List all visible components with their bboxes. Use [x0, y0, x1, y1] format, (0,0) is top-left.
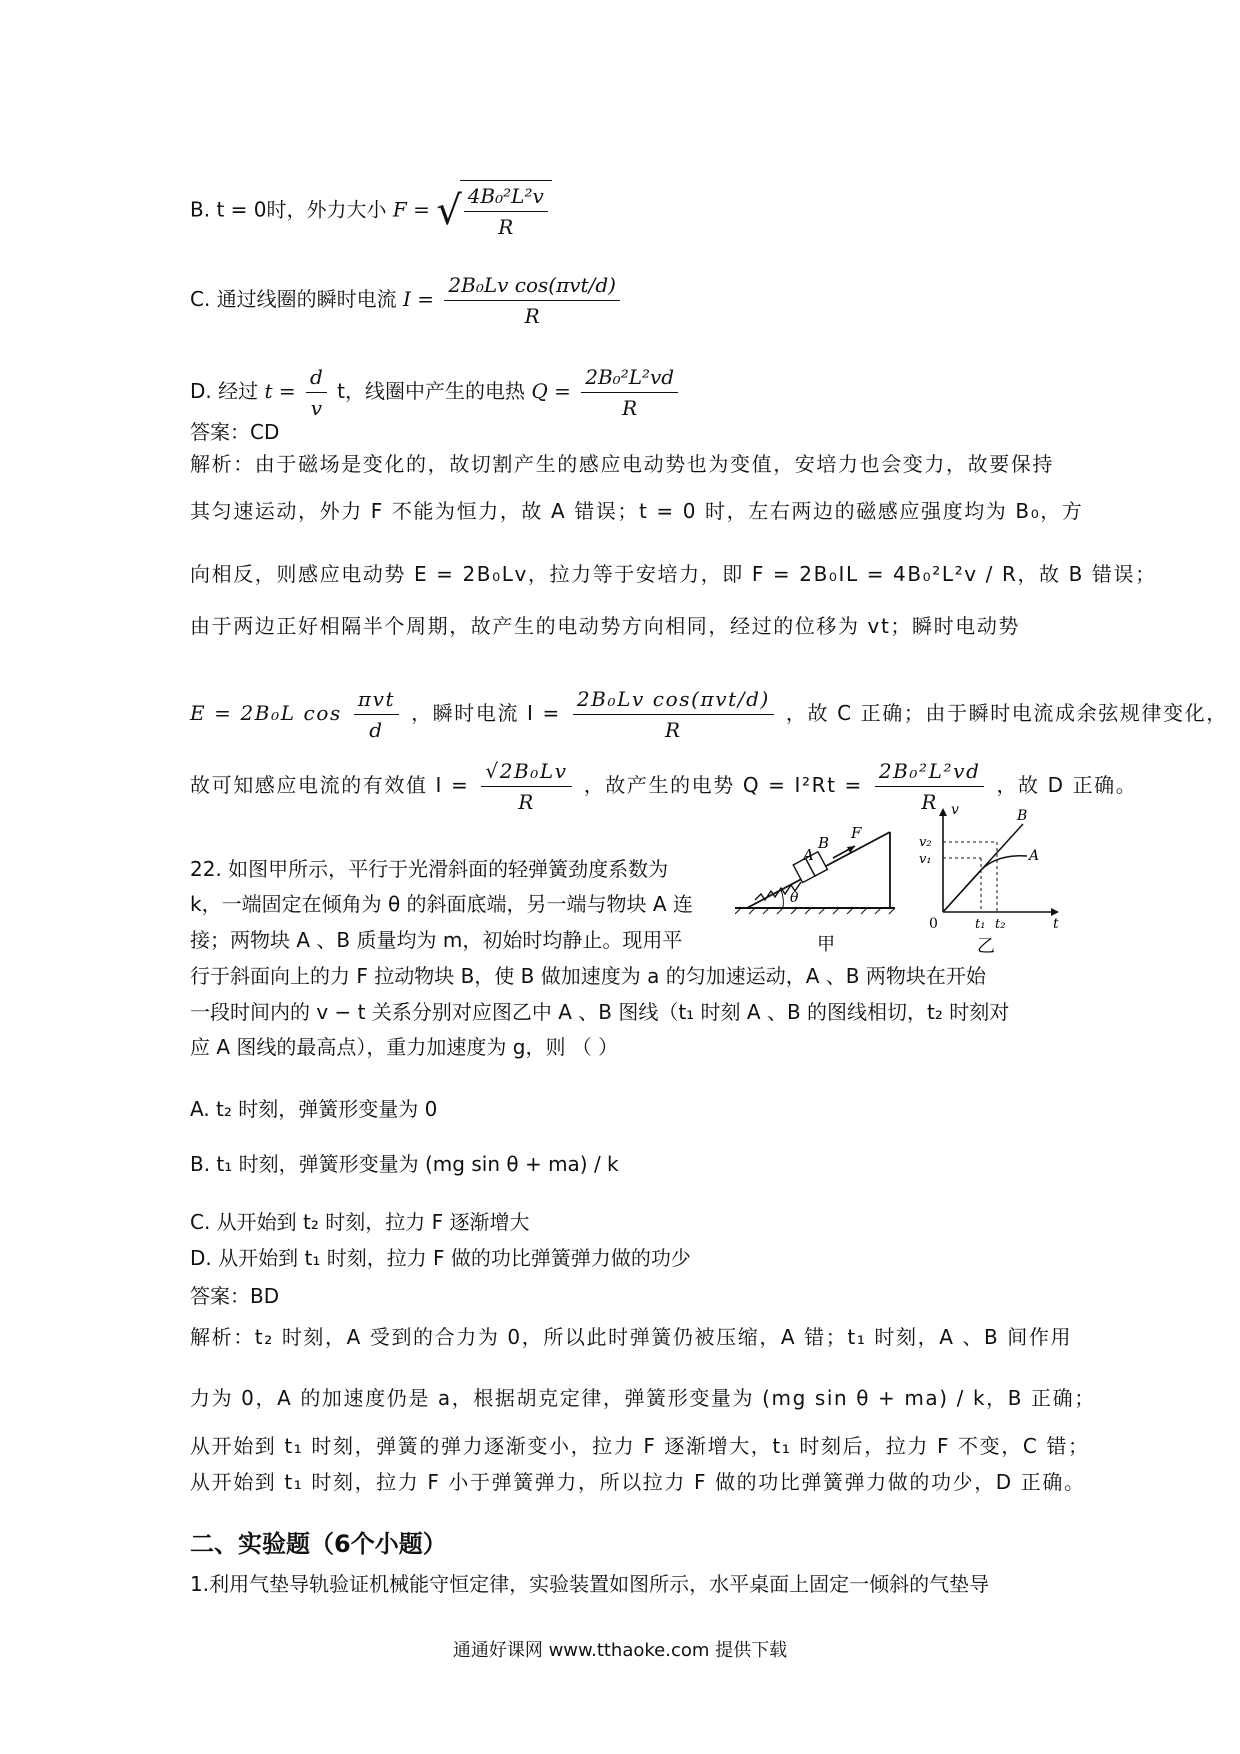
option-d-q-denominator: R [622, 396, 638, 420]
q22-stem-line2: k，一端固定在倾角为 θ 的斜面底端，另一端与物块 A 连 [190, 892, 693, 916]
yi-label-t2: t₂ [995, 917, 1006, 932]
yi-label-t1: t₁ [975, 917, 986, 932]
section2-question1: 1.利用气垫导轨验证机械能守恒定律，实验装置如图所示，水平桌面上固定一倾斜的气垫导 [190, 1572, 990, 1596]
yi-label-v: v [951, 802, 959, 818]
curve-a [943, 856, 1027, 912]
q21-answer: 答案：CD [190, 420, 280, 444]
q21-explanation-line1: 解析：由于磁场是变化的，故切割产生的感应电动势也为变值，安培力也会变力，故要保持 [190, 452, 1054, 476]
option-d-t-denominator: v [310, 396, 323, 420]
figure-jia-incline [735, 820, 910, 960]
option-d-q-fraction [581, 362, 678, 423]
option-b-numerator: 4B₀²L²v [464, 181, 548, 212]
q21-option-d [190, 362, 682, 423]
option-c-denominator: R [524, 304, 540, 328]
rms-label: 故可知感应电流的有效值 I = [190, 773, 470, 797]
yi-label-a: A [1029, 848, 1040, 864]
emf-formula: E = 2B₀L cos [190, 701, 342, 725]
q21-explanation-line2: 其匀速运动，外力 F 不能为恒力，故 A 错误；t = 0 时，左右两边的磁感应强度均为 B₀，方 [190, 499, 1084, 523]
option-d-text2: t，线圈中产生的电热 [337, 379, 532, 403]
explanation-line5-tail: ，故 C 正确；由于瞬时电流成余弦规律变化， [785, 701, 1228, 725]
option-c-fraction [444, 270, 620, 331]
emf-denominator: d [369, 718, 384, 742]
jia-label-theta: θ [790, 890, 799, 906]
emf-fraction [354, 684, 399, 745]
q22-explanation-line4: 从开始到 t₁ 时刻，拉力 F 小于弹簧弹力，所以拉力 F 做的功比弹簧弹力做的功少，D 正确。 [190, 1470, 1086, 1494]
yi-label-origin: 0 [929, 916, 938, 932]
yi-caption: 乙 [977, 936, 995, 957]
q21-option-b [190, 180, 552, 242]
q22-option-d: D. 从开始到 t₁ 时刻，拉力 F 做的功比弹簧弹力做的功少 [190, 1246, 691, 1270]
option-b-text: t = 0时，外力大小 [216, 197, 393, 222]
option-b-prefix: B. [190, 197, 217, 222]
page-footer: 通通好课网 www.tthaoke.com 提供下载 [452, 1640, 788, 1661]
heat-label: ，故产生的电势 Q = I²Rt = [583, 773, 863, 797]
q22-option-c: C. 从开始到 t₂ 时刻，拉力 F 逐渐增大 [190, 1210, 530, 1234]
q21-explanation-line5 [190, 684, 1228, 745]
q22-answer: 答案：BD [190, 1284, 280, 1308]
option-d-t-lhs: t = [264, 379, 296, 403]
heat-denominator: R [921, 790, 938, 814]
current-label: ，瞬时电流 I = [411, 701, 561, 725]
jia-caption: 甲 [817, 934, 835, 955]
option-d-t-numerator: d [306, 362, 327, 393]
jia-label-b: B [818, 834, 830, 852]
current-denominator: R [665, 718, 682, 742]
yi-label-b: B [1017, 808, 1028, 824]
q22-option-a: A. t₂ 时刻，弹簧形变量为 0 [190, 1097, 438, 1121]
rms-fraction [481, 756, 571, 817]
yi-label-v1: v₁ [919, 852, 932, 867]
q22-stem-line5: 一段时间内的 v − t 关系分别对应图乙中 A 、B 图线（t₁ 时刻 A 、B 的图线相切，t₂ 时刻对 [190, 1000, 1010, 1024]
current-fraction [573, 684, 774, 745]
q21-explanation-line4: 由于两边正好相隔半个周期，故产生的电动势方向相同，经过的位移为 vt；瞬时电动势 [190, 614, 1021, 638]
q22-stem-line4: 行于斜面向上的力 F 拉动物块 B，使 B 做加速度为 a 的匀加速运动，A 、B 两物块在开始 [190, 964, 986, 988]
q21-option-c [190, 270, 624, 331]
option-c-formula-lhs: I = [403, 287, 435, 311]
rms-denominator: R [518, 790, 535, 814]
yi-label-t: t [1053, 916, 1059, 932]
current-numerator: 2B₀Lv cos(πvt/d) [573, 684, 774, 715]
jia-label-f: F [851, 824, 862, 842]
rms-numerator: √2B₀Lv [481, 756, 571, 787]
q22-explanation-line2: 力为 0，A 的加速度仍是 a，根据胡克定律，弹簧形变量为 (mg sin θ + ma) / k，B 正确； [190, 1386, 1096, 1410]
section-heading: 二、实验题（6个小题） [190, 1530, 447, 1558]
jia-label-a: A [803, 846, 814, 864]
heat-numerator: 2B₀²L²vd [875, 756, 985, 787]
option-c-numerator: 2B₀Lv cos(πvt/d) [444, 270, 620, 301]
option-c-prefix: C. [190, 287, 217, 311]
q22-explanation-line3: 从开始到 t₁ 时刻，弹簧的弹力逐渐变小，拉力 F 逐渐增大，t₁ 时刻后，拉力 F 不变，C 错； [190, 1434, 1090, 1458]
q22-option-b: B. t₁ 时刻，弹簧形变量为 (mg sin θ + ma) / k [190, 1152, 619, 1176]
option-d-text1: 经过 [218, 379, 265, 403]
q21-explanation-line3: 向相反，则感应电动势 E = 2B₀Lv，拉力等于安培力，即 F = 2B₀IL = 4B₀²L²v / R，故 B 错误； [190, 562, 1157, 586]
option-c-text: 通过线圈的瞬时电流 [216, 287, 404, 311]
option-b-sqrt [460, 180, 552, 242]
option-d-prefix: D. [190, 379, 219, 403]
option-b-denominator: R [498, 215, 514, 239]
emf-numerator: πvt [354, 684, 399, 715]
option-d-q-lhs: Q = [531, 379, 571, 403]
option-b-fraction [464, 181, 548, 242]
q22-stem-line3: 接；两物块 A 、B 质量均为 m，初始时均静止。现用平 [190, 928, 683, 952]
q22-explanation-line1: 解析：t₂ 时刻，A 受到的合力为 0，所以此时弹簧仍被压缩，A 错；t₁ 时刻，A 、B 间作用 [190, 1325, 1073, 1349]
explanation-line6-tail: ，故 D 正确。 [996, 773, 1138, 797]
sqrt-symbol: √ [436, 188, 462, 234]
option-d-t-fraction [306, 362, 327, 423]
yi-label-v2: v₂ [919, 835, 932, 850]
q22-stem-line1: 22. 如图甲所示，平行于光滑斜面的轻弹簧劲度系数为 [190, 857, 669, 881]
figure-yi-vt-graph [915, 800, 1065, 960]
option-b-formula-lhs: F = [392, 197, 430, 222]
option-d-q-numerator: 2B₀²L²vd [581, 362, 678, 393]
q22-stem-line6: 应 A 图线的最高点），重力加速度为 g，则 （ ） [190, 1035, 619, 1059]
